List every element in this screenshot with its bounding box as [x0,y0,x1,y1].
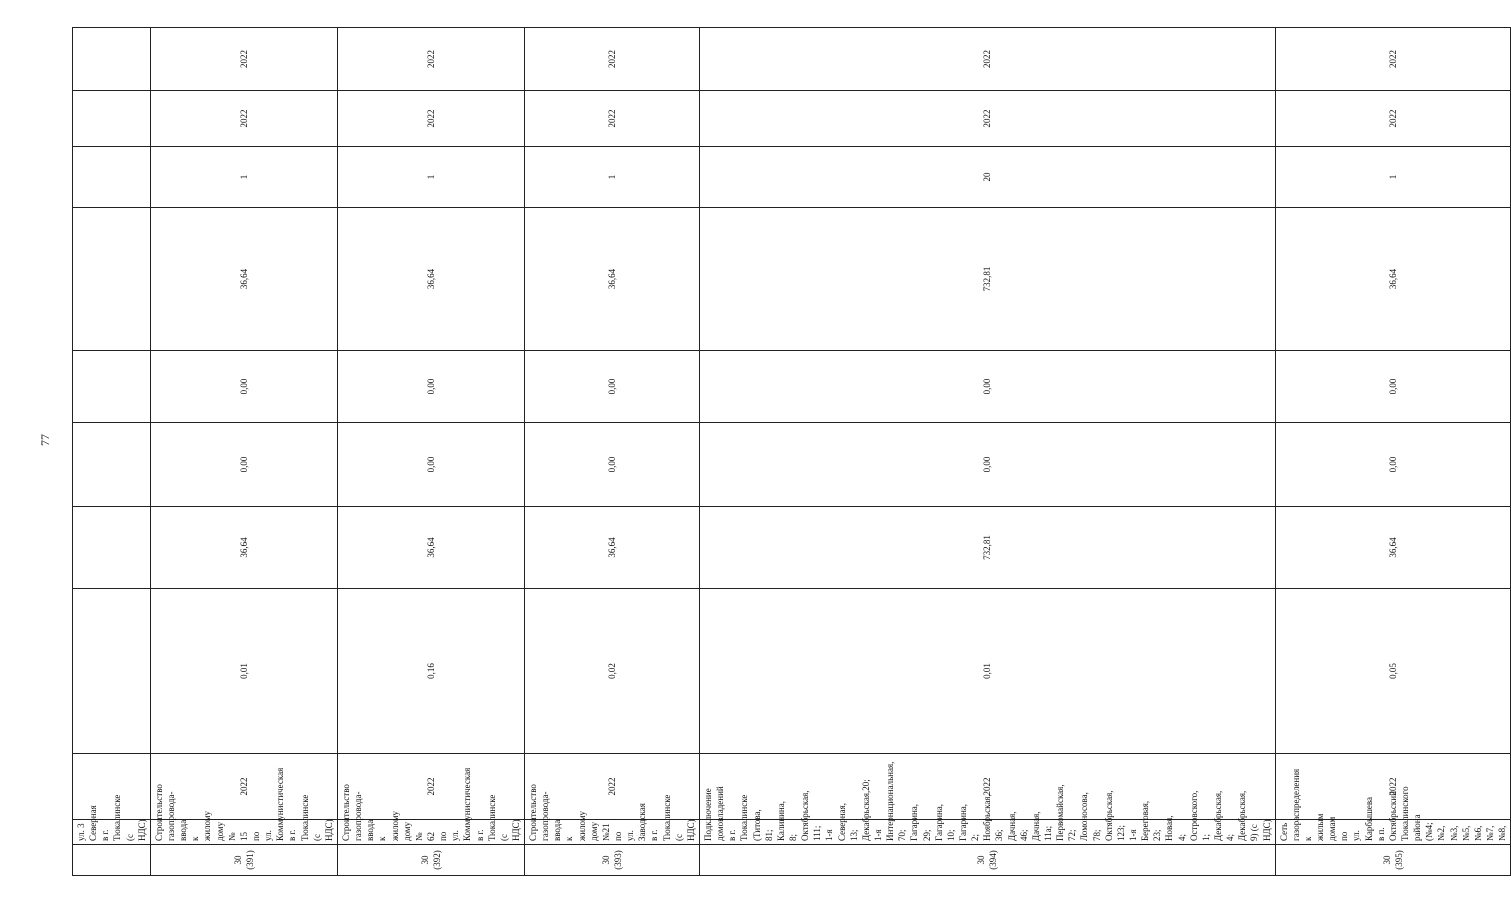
year-cell: 2022 [525,754,700,820]
value-cell: 0,00 [1275,351,1511,423]
count-cell: 1 [1275,147,1511,208]
start-year-cell: 2022 [700,91,1276,147]
description-cell: Сеть газораспределения к жилым домам по ул. Карбышева в п. Октябрьский Тюкалинского района (№4; №2, №3, №5, №6, №7, №8, [1275,820,1511,845]
capacity-cell: 0,02 [525,589,700,754]
row-number-cell: 30 (393) [525,845,700,876]
end-year-cell: 2022 [150,28,337,91]
cost-cell: 36,64 [1275,507,1511,589]
table-row [700,28,1276,876]
end-year-cell: 2022 [700,28,1276,91]
start-year-cell [73,91,151,147]
count-cell: 1 [337,147,524,208]
value-cell [73,423,151,507]
description-cell: Строительство газопровода-ввода к жилому дому №21 по ул. Заводская в г. Тюкалинске (с НДС) [525,820,700,845]
capacity-cell: 0,05 [1275,589,1511,754]
value-cell: 0,00 [1275,423,1511,507]
end-year-cell [73,28,151,91]
description-cell: ул. 3 Северная в г. Тюкалинске (с НДС) [73,820,151,845]
table-row [73,28,151,876]
total-cell: 36,64 [337,208,524,351]
description-cell: Подключение домовладений в г. Тюкалинске (Титова, 81; Калинина, 8; Октябрьская, 111; 1-я Северная, 13; Декабрьская,20; 1-я Интернациональная, 70; Гагарина, 29; Гагарина, 10; Гагарина, 2; Ноябрьская, 36; Дачная, 46; Дачная, 11а; Первомайская, 72; Ломоносова, 78; Октябрьская, 123; 1-я Береговая, 23; Новая, 4; Островского, 1; Декабрьская, 4; Декабрьская, 9) (с НДС) [700,820,1276,845]
row-number-cell: 30 (392) [337,845,524,876]
cost-cell: 36,64 [150,507,337,589]
value-cell: 0,00 [525,423,700,507]
table-row [525,28,700,876]
year-cell: 2022 [1275,754,1511,820]
value-cell: 0,00 [337,351,524,423]
capacity-cell [73,589,151,754]
row-number-cell: 30 (391) [150,845,337,876]
cost-cell: 36,64 [525,507,700,589]
capacity-cell: 0,01 [700,589,1276,754]
count-cell: 20 [700,147,1276,208]
value-cell: 0,00 [337,423,524,507]
description-cell: Строительство газопровода-ввода к жилому дому № 62 по ул. Коммунистическая в г. Тюкалинске (с НДС) [337,820,524,845]
start-year-cell: 2022 [337,91,524,147]
start-year-cell: 2022 [1275,91,1511,147]
start-year-cell: 2022 [525,91,700,147]
investment-program-table [72,27,1511,876]
table-row [1275,28,1511,876]
total-cell: 36,64 [1275,208,1511,351]
row-number-cell [73,845,151,876]
count-cell [73,147,151,208]
rotated-table-page [72,28,1508,876]
total-cell: 732,81 [700,208,1276,351]
table-row [150,28,337,876]
description-cell: Строительство газопровода-ввода к жилому дому № 15 по ул. Коммунистическая в г. Тюкалинске (с НДС) [150,820,337,845]
value-cell: 0,00 [525,351,700,423]
count-cell: 1 [525,147,700,208]
total-cell: 36,64 [150,208,337,351]
count-cell: 1 [150,147,337,208]
value-cell [73,351,151,423]
start-year-cell: 2022 [150,91,337,147]
cost-cell: 732,81 [700,507,1276,589]
year-cell: 2022 [700,754,1276,820]
row-number-cell: 30 (394) [700,845,1276,876]
table-row [337,28,524,876]
year-cell: 2022 [337,754,524,820]
end-year-cell: 2022 [337,28,524,91]
capacity-cell: 0,16 [337,589,524,754]
value-cell: 0,00 [700,351,1276,423]
total-cell: 36,64 [525,208,700,351]
end-year-cell: 2022 [525,28,700,91]
capacity-cell: 0,01 [150,589,337,754]
year-cell: 2022 [150,754,337,820]
cost-cell: 36,64 [337,507,524,589]
value-cell: 0,00 [700,423,1276,507]
total-cell [73,208,151,351]
row-number-cell: 30 (395) [1275,845,1511,876]
value-cell: 0,00 [150,351,337,423]
page-number: 77 [38,434,52,446]
value-cell: 0,00 [150,423,337,507]
cost-cell [73,507,151,589]
end-year-cell: 2022 [1275,28,1511,91]
